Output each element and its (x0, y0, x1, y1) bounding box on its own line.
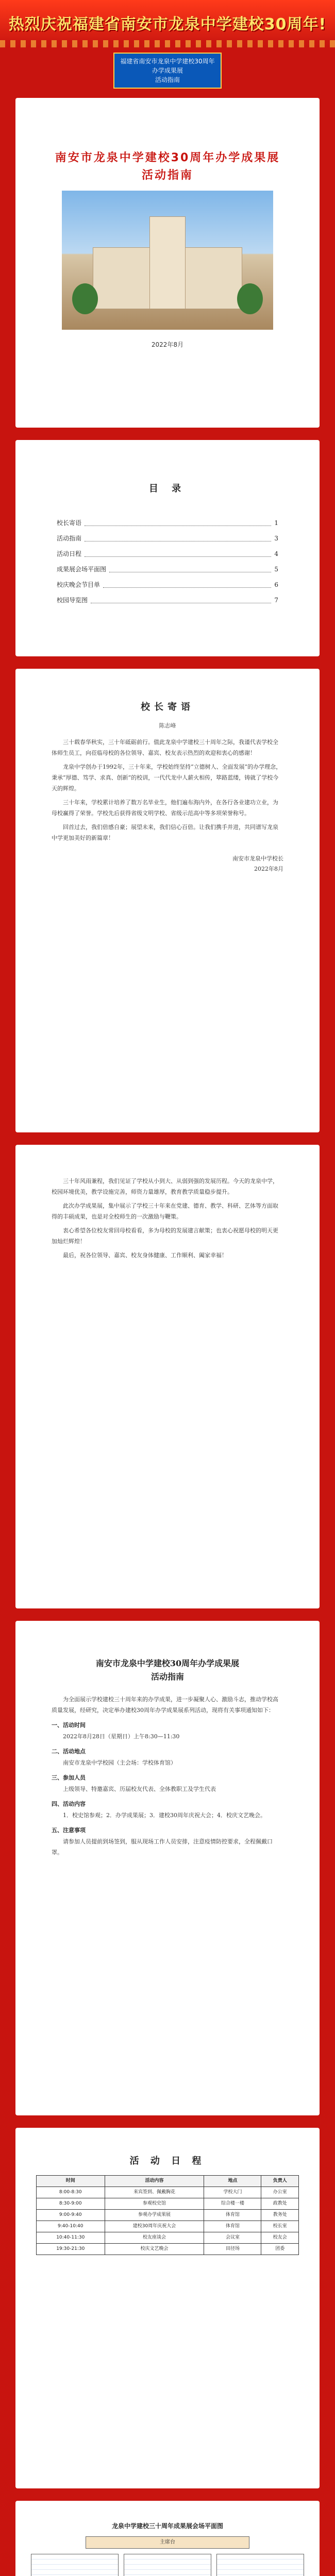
schedule-header-cell: 负责人 (261, 2176, 299, 2187)
message-paragraph: 三十载春华秋实，三十年砥砺前行。值此龙泉中学建校三十周年之际，我谨代表学校全体师生员工，向莅临母校的各位领导、嘉宾、校友表示热烈的欢迎和衷心的感谢！ (52, 739, 278, 756)
stage-label: 主席台 (86, 2536, 249, 2549)
toc-item[interactable] (57, 515, 278, 531)
plan-section-body: 请参加人员提前到场签到，服从现场工作人员安排，注意疫情防控要求，全程佩戴口罩。 (52, 1838, 273, 1856)
plan-section-body: 上级领导、特邀嘉宾、历届校友代表、全体教职工及学生代表 (63, 1786, 216, 1792)
venue-layout-title: 龙泉中学建校三十周年成果展会场平面图 (111, 2522, 223, 2530)
photo-tree (72, 283, 98, 314)
schedule-table (36, 2175, 299, 2255)
toc-item-label: 活动指南 (57, 535, 82, 542)
toc-item[interactable] (57, 577, 278, 592)
seat-grid (31, 2554, 304, 2576)
toc-dots (85, 546, 271, 557)
schedule-row (37, 2221, 299, 2232)
message-author: 陈志峰 (159, 722, 176, 729)
plan-intro: 为全面展示学校建校三十周年来的办学成果，进一步凝聚人心、激励斗志，推动学校高质量发展，经研究，决定举办建校30周年办学成果展系列活动，现将有关事项通知如下： (52, 1696, 278, 1714)
schedule-cell: 9:40-10:40 (37, 2221, 105, 2232)
toc-item-label: 校庆晚会节目单 (57, 581, 100, 588)
toc-dots (91, 592, 271, 603)
toc-item[interactable] (57, 531, 278, 546)
schedule-cell: 校友会 (261, 2232, 299, 2244)
schedule-cell: 8:00-8:30 (37, 2187, 105, 2198)
photo-tree (237, 283, 263, 314)
photo-tower (149, 216, 186, 309)
plan-section-heading: 二、活动地点 (52, 1748, 86, 1755)
message-paragraph: 龙泉中学创办于1992年，三十年来，学校始终坚持“立德树人、全面发展”的办学理念，秉承“厚德、笃学、求真、创新”的校训，一代代龙中人薪火相传，筚路蓝缕，铸就了学校今天的辉煌。 (52, 764, 282, 792)
toc-list (57, 515, 278, 608)
schedule-cell: 综合楼一楼 (204, 2198, 261, 2210)
toc-item[interactable] (57, 562, 278, 577)
schedule-cell: 19:30-21:30 (37, 2244, 105, 2255)
plan-section-body: 南安市龙泉中学校园（主会场：学校体育馆） (63, 1759, 176, 1766)
schedule-cell: 来宾签到、佩戴胸花 (105, 2187, 204, 2198)
cover-title (15, 149, 320, 184)
seat-block (216, 2554, 304, 2576)
message-body (52, 737, 283, 843)
schedule-cell: 建校30周年庆祝大会 (105, 2221, 204, 2232)
cover-title-line-1: 南安市龙泉中学建校30周年办学成果展 (55, 151, 280, 164)
schedule-row (37, 2232, 299, 2244)
cover-date: 2022年8月 (151, 341, 184, 348)
school-building-photo (62, 191, 273, 330)
schedule-row (37, 2187, 299, 2198)
schedule-row (37, 2198, 299, 2210)
seat-block (124, 2554, 211, 2576)
schedule-row (37, 2210, 299, 2221)
schedule-cell: 会议室 (204, 2232, 261, 2244)
plan-title-line-1: 南安市龙泉中学建校30周年办学成果展 (95, 1658, 240, 1668)
message-signature (52, 854, 283, 874)
toc-item-label: 活动日程 (57, 550, 82, 557)
toc-item-label: 校园导览图 (57, 597, 88, 604)
plan-section-heading: 三、参加人员 (52, 1774, 86, 1781)
table-of-contents (15, 440, 320, 656)
schedule-cell: 办公室 (261, 2187, 299, 2198)
schedule-cell: 参观办学成果展 (105, 2210, 204, 2221)
schedule-header-row (37, 2176, 299, 2187)
signature-name: 南安市龙泉中学校长 (232, 855, 283, 862)
schedule-cell: 9:00-9:40 (37, 2210, 105, 2221)
toc-dots (85, 515, 271, 526)
schedule-cell: 田径场 (204, 2244, 261, 2255)
toc-dots (103, 577, 271, 588)
subtitle-line-2: 活动指南 (155, 76, 180, 83)
activity-guide-page (15, 1621, 320, 2115)
plan-sections (52, 1720, 283, 1858)
toc-item-label: 校长寄语 (57, 519, 82, 527)
plan-section-body: 1．校史馆参观；2．办学成果展；3．建校30周年庆祝大会；4．校庆文艺晚会。 (63, 1812, 266, 1819)
plan-section-heading: 四、活动内容 (52, 1801, 86, 1807)
banner-title: 热烈庆祝福建省南安市龙泉中学建校30周年! (8, 15, 327, 33)
cover-page (15, 98, 320, 428)
plan-title (52, 1657, 283, 1684)
message-paragraph: 三十年风雨兼程，我们见证了学校从小到大、从弱到强的发展历程。今天的龙泉中学，校园环境优美，教学设施完善，师资力量雄厚，教育教学质量稳步提升。 (52, 1178, 278, 1195)
toc-title: 目 录 (148, 483, 187, 494)
banner-decoration (0, 40, 335, 47)
message-paragraph: 回首过去，我们倍感自豪；展望未来，我们信心百倍。让我们携手并进，共同谱写龙泉中学更加美好的新篇章！ (52, 824, 278, 841)
principal-message-page-2 (15, 1145, 320, 1608)
schedule-cell: 10:40-11:30 (37, 2232, 105, 2244)
toc-item[interactable] (57, 546, 278, 562)
schedule-header-cell: 活动内容 (105, 2176, 204, 2187)
schedule-cell: 团委 (261, 2244, 299, 2255)
schedule-cell: 学校大门 (204, 2187, 261, 2198)
venue-layout-page (15, 2501, 320, 2576)
message-paragraph: 三十年来，学校累计培养了数万名毕业生，他们遍布海内外，在各行各业建功立业，为母校赢得了荣誉。学校先后获得省级文明学校、省级示范高中等多项荣誉称号。 (52, 799, 278, 817)
schedule-title: 活 动 日 程 (129, 2156, 206, 2166)
schedule-row (37, 2244, 299, 2255)
message-paragraph: 最后，祝各位领导、嘉宾、校友身体健康、工作顺利、阖家幸福！ (63, 1252, 227, 1259)
schedule-page (15, 2128, 320, 2488)
schedule-cell: 8:30-9:00 (37, 2198, 105, 2210)
subtitle-line-1: 福建省南安市龙泉中学建校30周年办学成果展 (120, 58, 215, 74)
schedule-cell: 校长室 (261, 2221, 299, 2232)
top-banner (0, 0, 335, 47)
cover-title-line-2: 活动指南 (141, 169, 193, 182)
plan-section-heading: 五、注意事项 (52, 1827, 86, 1834)
schedule-cell: 政教处 (261, 2198, 299, 2210)
schedule-cell: 校友座谈会 (105, 2232, 204, 2244)
toc-item-page: 3 (274, 535, 278, 542)
subtitle-box (113, 53, 222, 89)
toc-item-page: 1 (274, 519, 278, 527)
message-body-2 (52, 1176, 283, 1261)
plan-title-line-2: 活动指南 (150, 1672, 184, 1682)
toc-item-page: 7 (274, 597, 278, 604)
toc-item-page: 4 (274, 550, 278, 557)
schedule-header-cell: 地点 (204, 2176, 261, 2187)
plan-section-heading: 一、活动时间 (52, 1722, 86, 1728)
toc-item[interactable] (57, 592, 278, 608)
toc-item-page: 6 (274, 581, 278, 588)
schedule-cell: 体育馆 (204, 2210, 261, 2221)
schedule-cell: 校庆文艺晚会 (105, 2244, 204, 2255)
schedule-cell: 参观校史馆 (105, 2198, 204, 2210)
schedule-cell: 教务处 (261, 2210, 299, 2221)
message-paragraph: 此次办学成果展，集中展示了学校三十年来在党建、德育、教学、科研、艺体等方面取得的丰硕成果，也是对全校师生的一次激励与鞭策。 (52, 1202, 278, 1220)
subtitle-bar (0, 47, 335, 98)
message-title: 校长寄语 (141, 702, 194, 713)
plan-section-body: 2022年8月28日（星期日）上午8:30—11:30 (63, 1733, 180, 1740)
toc-dots (109, 562, 271, 572)
toc-item-page: 5 (274, 566, 278, 573)
signature-date: 2022年8月 (254, 866, 283, 872)
schedule-body (37, 2187, 299, 2255)
toc-item-label: 成果展会场平面图 (57, 566, 107, 573)
toc-dots (85, 531, 271, 541)
schedule-header-cell: 时间 (37, 2176, 105, 2187)
seat-block (31, 2554, 119, 2576)
schedule-cell: 体育馆 (204, 2221, 261, 2232)
principal-message-page (15, 669, 320, 1132)
message-paragraph: 衷心希望各位校友常回母校看看，多为母校的发展建言献策；也衷心祝愿母校的明天更加灿烂辉煌！ (52, 1227, 278, 1245)
